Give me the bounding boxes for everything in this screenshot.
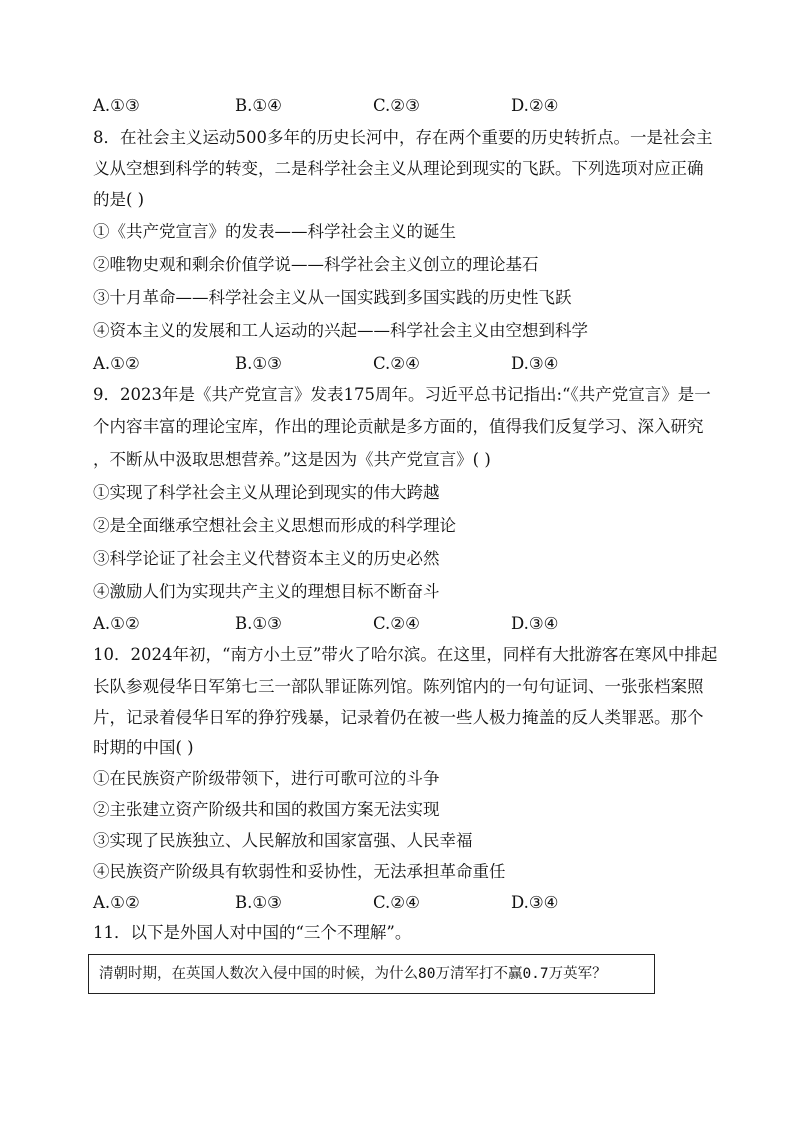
q9-item-2: ②是全面继承空想社会主义思想而形成的科学理论 xyxy=(93,516,456,535)
q8-item-4: ④资本主义的发展和工人运动的兴起——科学社会主义由空想到科学 xyxy=(93,321,588,340)
q7-option-a: A.①③ xyxy=(93,96,140,115)
q10-stem-line-4: 时期的中国( ) xyxy=(93,738,194,757)
q11-stem: 11．以下是外国人对中国的“三个不理解”。 xyxy=(93,923,412,942)
q9-item-3: ③科学论证了社会主义代替资本主义的历史必然 xyxy=(93,549,440,568)
q8-option-d: D.③④ xyxy=(511,354,559,373)
q9-stem-line-3: ，不断从中汲取思想营养。”这是因为《共产党宣言》( ) xyxy=(93,450,491,469)
q10-item-2: ②主张建立资产阶级共和国的救国方案无法实现 xyxy=(93,800,440,819)
q8-option-c: C.②④ xyxy=(373,354,420,373)
q8-stem-line-1: 8．在社会主义运动500多年的历史长河中，存在两个重要的历史转折点。一是社会主 xyxy=(93,128,713,147)
q8-stem-line-2: 义从空想到科学的转变，二是科学社会主义从理论到现实的飞跃。下列选项对应正确 xyxy=(93,159,704,178)
q7-option-d: D.②④ xyxy=(511,96,559,115)
q8-item-1: ①《共产党宣言》的发表——科学社会主义的诞生 xyxy=(93,222,456,241)
q9-option-c: C.②④ xyxy=(373,614,420,633)
q9-option-a: A.①② xyxy=(93,614,140,633)
q8-item-3: ③十月革命——科学社会主义从一国实践到多国实践的历史性飞跃 xyxy=(93,288,572,307)
q9-stem-line-1: 9．2023年是《共产党宣言》发表175周年。习近平总书记指出:“《共产党宣言》是一 xyxy=(93,385,711,404)
q11-material-box: 清朝时期，在英国人数次入侵中国的时候，为什么80万清军打不赢0.7万英军？ xyxy=(88,954,655,994)
q9-item-1: ①实现了科学社会主义从理论到现实的伟大跨越 xyxy=(93,483,440,502)
q10-stem-line-3: 片，记录着侵华日军的狰狞残暴，记录着仍在被一些人极力掩盖的反人类罪恶。那个 xyxy=(93,708,704,727)
q8-item-2: ②唯物史观和剩余价值学说——科学社会主义创立的理论基石 xyxy=(93,255,539,274)
q9-option-b: B.①③ xyxy=(235,614,282,633)
q8-stem-line-3: 的是( ) xyxy=(93,190,145,209)
q8-option-b: B.①③ xyxy=(235,354,282,373)
q10-option-c: C.②④ xyxy=(373,893,420,912)
q9-option-d: D.③④ xyxy=(511,614,559,633)
q10-item-4: ④民族资产阶级具有软弱性和妥协性，无法承担革命重任 xyxy=(93,862,506,881)
q10-stem-line-2: 长队参观侵华日军第七三一部队罪证陈列馆。陈列馆内的一句句证词、一张张档案照 xyxy=(93,677,704,696)
q7-option-b: B.①④ xyxy=(235,96,282,115)
q10-option-d: D.③④ xyxy=(511,893,559,912)
q10-stem-line-1: 10．2024年初，“南方小土豆”带火了哈尔滨。在这里，同样有大批游客在寒风中排起 xyxy=(93,645,718,664)
q7-option-c: C.②③ xyxy=(373,96,420,115)
q9-item-4: ④激励人们为实现共产主义的理想目标不断奋斗 xyxy=(93,582,440,601)
q10-item-1: ①在民族资产阶级带领下，进行可歌可泣的斗争 xyxy=(93,769,440,788)
q10-item-3: ③实现了民族独立、人民解放和国家富强、人民幸福 xyxy=(93,831,473,850)
q10-option-b: B.①③ xyxy=(235,893,282,912)
q9-stem-line-2: 个内容丰富的理论宝库，作出的理论贡献是多方面的，值得我们反复学习、深入研究 xyxy=(93,417,704,436)
q8-option-a: A.①② xyxy=(93,354,140,373)
q10-option-a: A.①② xyxy=(93,893,140,912)
